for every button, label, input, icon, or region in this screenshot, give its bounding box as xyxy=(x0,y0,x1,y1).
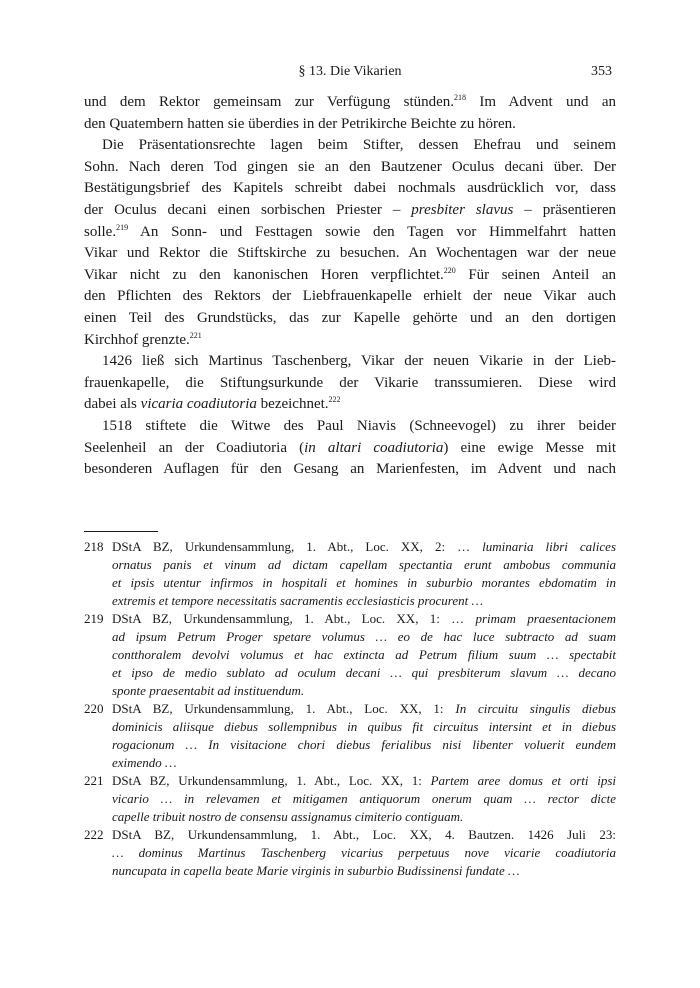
footnote-line: nuncupata in capella beate Marie virginis in suburbio Budissinensi fundate … xyxy=(112,863,520,878)
text-line: den Pflichten des Rektors der Liebfrauenkapelle erhielt der neue Vikar auch xyxy=(84,288,616,305)
text-line: dabei als vicaria coadiutoria bezeichnet.$^{222}$ xyxy=(84,395,341,413)
footnote-219 xyxy=(84,610,616,700)
footnote-line: DStA BZ, Urkundensammlung, 1. Abt., Loc. XX, 4. Bautzen. 1426 Juli 23: xyxy=(112,827,616,842)
text-line: solle.$^{219}$ An Sonn- und Festtagen sowie den Tagen vor Himmelfahrt hatten xyxy=(84,222,616,240)
main-text xyxy=(84,92,616,481)
footnote-ref: 219 xyxy=(116,222,129,232)
footnote-line: DStA BZ, Urkundensammlung, 1. Abt., Loc. XX, 1: In circuitu singulis diebus xyxy=(112,701,616,716)
text-line: einen Teil des Grundstücks, das zur Kapelle gehörte und an den dortigen xyxy=(84,309,616,326)
section-title: § 13. Die Vikarien xyxy=(298,64,402,79)
footnote-218 xyxy=(84,538,616,610)
running-head xyxy=(84,64,616,84)
text-line: und dem Rektor gemeinsam zur Verfügung stünden.$^{218}$ Im Advent und an xyxy=(84,93,617,110)
text-line: 1426 ließ sich Martinus Taschenberg, Vikar der neuen Vikarie in der Lieb- xyxy=(102,353,616,370)
footnote-220 xyxy=(84,700,616,772)
text-line: Sohn. Nach deren Tod gingen sie an den Bautzener Oculus decani über. Der xyxy=(84,158,616,175)
footnote-number: 221 xyxy=(84,773,104,788)
footnote-line: ad ipsum Petrum Proger spetare volumus … eo de hac luce subtracto ad suam xyxy=(112,629,616,644)
text-line: Vikar nicht zu den kanonischen Horen verpflichtet.$^{220}$ Für seinen Anteil an xyxy=(84,265,616,283)
footnote-line: sponte praesentabit ad instituendum. xyxy=(112,683,305,698)
footnote-line: capelle tribuit nostro de consensu assignamus cimiterio contiguam. xyxy=(112,809,464,824)
footnote-line: dominicis aliisque diebus sollempnibus in quibus fit circuitus intersint et in diebus xyxy=(112,719,616,734)
text-line: Seelenheil an der Coadiutoria (in altari coadiutoria) eine ewige Messe mit xyxy=(84,439,616,456)
footnote-ref: 222 xyxy=(328,395,341,405)
footnote-line: DStA BZ, Urkundensammlung, 1. Abt., Loc. XX, 1: … primam praesentacionem xyxy=(112,611,617,626)
text-line: Die Präsentationsrechte lagen beim Stifter, dessen Ehefrau und seinem xyxy=(102,137,616,154)
footnote-ref: 220 xyxy=(443,265,456,275)
footnote-number: 222 xyxy=(84,827,104,842)
footnote-line: et ipso de medio sublato ad oculum decani … qui presbiterum slavum … decano xyxy=(112,665,616,680)
page-number: 353 xyxy=(591,64,612,79)
footnote-221 xyxy=(84,772,616,826)
text-line: besonderen Auflagen für den Gesang an Marienfesten, im Advent und nach xyxy=(84,461,616,478)
text-line: den Quatembern hatten sie überdies in der Petrikirche Beichte zu hören. xyxy=(84,115,516,132)
footnote-line: et ipsis utentur infirmos in hospitali et homines in suburbio morantes ebdomatim in xyxy=(112,575,616,590)
footnote-ref: 218 xyxy=(454,93,467,102)
footnote-number: 218 xyxy=(84,539,104,554)
footnote-line: contthoralem devolvi volumus et hac extincta ad Petrum filium suum … spectabit xyxy=(112,647,616,662)
footnote-line: extremis et tempore necessitatis sacramentis ecclesiasticis procurent … xyxy=(112,593,484,608)
footnote-separator xyxy=(84,531,158,532)
footnotes xyxy=(84,538,616,880)
footnote-line: DStA BZ, Urkundensammlung, 1. Abt., Loc. XX, 1: Partem aree domus et orti ipsi xyxy=(112,773,617,788)
footnote-222 xyxy=(84,826,616,880)
footnote-number: 220 xyxy=(84,701,104,716)
text-line: Kirchhof grenzte.$^{221}$ xyxy=(84,330,202,348)
text-line: der Oculus decani einen sorbischen Priester – presbiter slavus – präsentieren xyxy=(84,201,617,218)
footnote-line: rogacionum … In visitacione chori diebus ferialibus nisi libenter voluerit eundem xyxy=(112,737,616,752)
text-line: Bestätigungsbrief des Kapitels schreibt dabei nochmals ausdrücklich vor, dass xyxy=(84,180,616,197)
text-line: 1518 stiftete die Witwe des Paul Niavis (Schneevogel) zu ihrer beider xyxy=(102,417,616,434)
text-line: Vikar und Rektor die Stiftskirche zu besuchen. An Wochentagen war der neue xyxy=(84,245,616,262)
footnote-line: … dominus Martinus Taschenberg vicarius perpetuus nove vicarie coadiutoria xyxy=(112,845,616,860)
footnote-line: ornatus panis et vinum ad dictam capellam spectantia erunt ambobus communia xyxy=(112,557,616,572)
footnote-line: DStA BZ, Urkundensammlung, 1. Abt., Loc. XX, 2: … luminaria libri calices xyxy=(112,539,617,554)
footnote-line: vicario … in relevamen et mitigamen antiquorum onerum quam … rector dicte xyxy=(112,791,616,806)
text-line: frauenkapelle, die Stiftungsurkunde der Vikarie transsumieren. Diese wird xyxy=(84,374,616,391)
footnote-line: eximendo … xyxy=(112,755,177,770)
footnote-ref: 221 xyxy=(189,330,202,340)
footnote-number: 219 xyxy=(84,611,104,626)
